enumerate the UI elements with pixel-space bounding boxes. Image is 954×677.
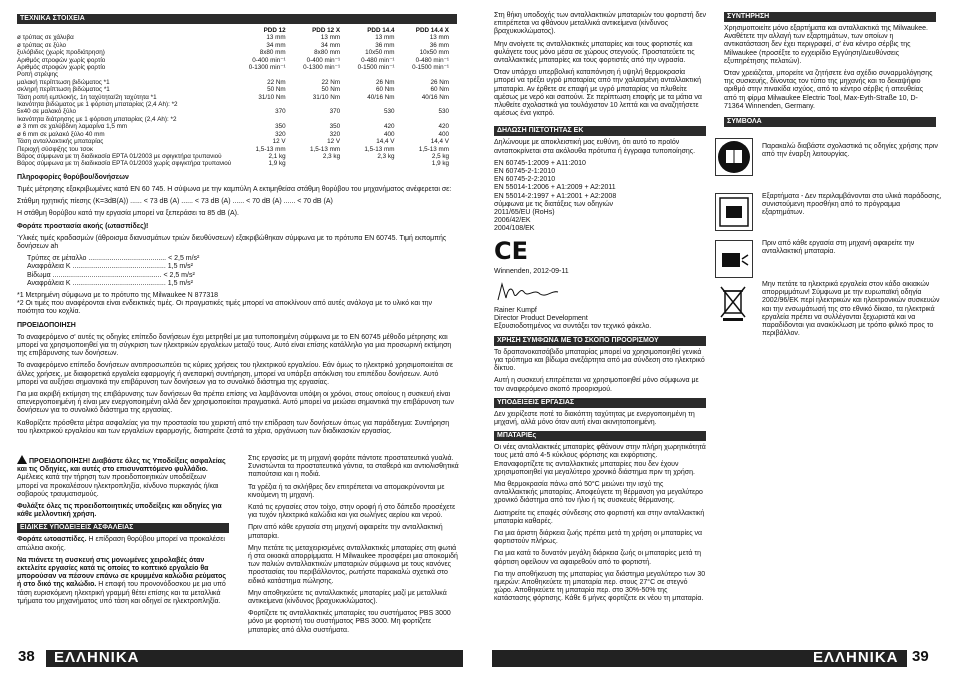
spec-value: 370 (329, 108, 341, 116)
spec-row (17, 123, 449, 130)
spec-label: Βάρος σύμφωνα με τη διαδικασία EPTA 01/2003 χωρίς σφιγκτήρα τρυπανιού (17, 160, 232, 168)
spec-label: Περιοχή σύσφιξης του τσοκ (17, 145, 94, 153)
spec-value: 0-1300 min⁻¹ (248, 64, 286, 72)
safety-column (17, 455, 229, 610)
page-number: 39 (912, 648, 929, 665)
spec-row (17, 108, 449, 115)
spec-value: 22 Nm (267, 78, 286, 86)
caution-bold: ΠΡΟΕΙΔΟΠΟΙΗΣΗ! Διαβάστε όλες τις Υποδείξεις ασφαλείας και τις Οδηγίες, και αυτές στο επισυναπτόμενο φυλλάδιο. (17, 458, 226, 474)
standard-item: σύμφωνα με τις διατάξεις των οδηγιών (494, 200, 614, 208)
spec-value: 22 Nm (321, 78, 341, 86)
spec-value (231, 101, 285, 108)
spec-value: 1,5-13 mm (418, 145, 449, 153)
model-1: PDD 12 (263, 27, 286, 34)
maintenance-paragraph: Όταν χρειάζεται, μπορείτε να ζητήσετε ένα σχέδιο συναρμολόγησης της συσκευής, δίνοντας τον τύπο της μηχανής και το δεκαψήφιο αριθμό στην πινακίδα ισχύος, από το κέντρο σέρβις ή απευθείας από τη φίρμα Milwaukee Electric Tool, Max-Eyth-Straße 10, D-71364 Winnenden, Germany. (724, 70, 933, 110)
spec-value: 2,5 kg (431, 152, 449, 160)
spec-row (17, 94, 449, 101)
warning-paragraph: Το αναφερόμενο σ' αυτές τις οδηγίες επίπεδο δονήσεων έχει μετρηθεί με μια τυποποιημένη σύμφωνα με το EN 60745 μέθοδο μέτρησης και μπορεί να χρησιμοποιηθεί για τη σύγκριση των ηλεκτρικών εργαλείων μεταξύ τους. Αυτό είναι επίσης κατάλληλο για μια προσωρινή εκτίμηση της επιβάρυνσης των δονήσεων. (17, 333, 452, 358)
right-column-2 (724, 12, 936, 130)
warning-title: ΠΡΟΕΙΔΟΠΟΙΗΣΗ (17, 321, 76, 329)
spec-value: 0-480 min⁻¹ (415, 56, 449, 64)
battery-paragraph: Διατηρείτε τις επαφές σύνδεσης στο φορτιστή και στην ανταλλακτική μπαταρία καθαρές. (494, 509, 705, 525)
model-2: PDD 12 X (312, 27, 341, 34)
standard-item: 2004/108/EK (494, 225, 535, 233)
spec-value (286, 101, 340, 108)
spec-row (17, 146, 449, 153)
spec-value: 31/10 Nm (312, 93, 341, 101)
battery-paragraph: Για την αποθήκευση της μπαταρίας για διάστημα μεγαλύτερο των 30 ημερών: Αποθηκεύετε τη μπαταρία περ. στους 27°C σε στεγνό χώρο. Αποθηκεύετε τη μπαταρία περ. στο 30%-50% της κατάστασης φόρτισης. Κάθε 6 μήνες φορτίζετε εκ νέου τη μπαταρία. (494, 570, 706, 603)
spec-value: 2,3 kg (377, 152, 395, 160)
spec-value: 36 mm (429, 41, 449, 49)
spec-row (17, 86, 449, 93)
footnote-2: *2 Οι τιμές που αναφέρονται είναι ενδεικτικές τιμές. Οι πραγματικές τιμές μπορεί να αποκλίνουν από αυτές ανάλογα με το υλικό και την ποιότητα του κοχλία. (17, 300, 433, 316)
vibration-list (27, 255, 457, 288)
spec-value (395, 71, 449, 78)
spec-value: 1,5-13 mm (364, 145, 395, 153)
spec-value: 370 (275, 108, 286, 116)
spec-label: ø τρύπας σε χάλυβα (17, 34, 74, 42)
spec-value: 60 Nm (375, 86, 395, 94)
standard-item: EN 60745-2-2:2010 (494, 176, 556, 184)
spec-value (340, 71, 394, 78)
middle-column (248, 455, 460, 639)
spec-label: σκληρή περίπτωση βιδώματος *1 (17, 86, 110, 94)
symbol-text-remove-battery: Πριν από κάθε εργασία στη μηχανή αφαιρείτε την ανταλλακτική μπαταρία. (762, 240, 915, 256)
spec-value (340, 160, 394, 167)
spec-value (231, 116, 285, 123)
spec-value (395, 101, 449, 108)
model-4: PDD 14.4 X (415, 27, 449, 34)
safety-text: Η επαφή του προνονόδοσκου με μια υπό τάση ευρισκόμενη ηλεκτρική γραμμή θέτει επίσης και τα μεταλλικά τμήματα του μηχανήματος υπό τάση και οδηγεί σε ηλεκτροπληξία. (17, 581, 226, 605)
spec-value: 40/16 Nm (421, 93, 449, 101)
symbols-header: ΣΥΜΒΟΛΑ (724, 117, 936, 127)
spec-value: 350 (275, 123, 286, 131)
spec-value: 8x80 mm (314, 49, 341, 57)
spec-value: 1,9 kg (431, 160, 449, 168)
caution-text: Αμέλειες κατά την τήρηση των προειδοποιητικών υποδείξεων μπορεί να προκαλέσουν ηλεκτροπληξία, κίνδυνο πυρκαγιάς ή/και σοβαρούς τραυματισμούς. (17, 474, 219, 498)
mid-paragraph: Μην πετάτε τις μεταχειρισμένες ανταλλακτικές μπαταρίες στη φωτιά ή στα οικιακά απορρίμματα. Η Milwaukee προσφέρει μια αποκομιδή των παλιών ανταλλακτικών μπαταριών σύμφωνα με τους κανόνες προστασίας του περιβάλλοντος, ρωτήστε παρακαλώ σχετικά στο ειδικό κατάστημα πώλησης. (248, 544, 458, 585)
spec-label: Βάρος σύμφωνα με τη διαδικασία EPTA 01/2003 με σφιγκτήρα τρυπανιού (17, 152, 222, 160)
ce-mark: CE (494, 236, 529, 265)
spec-label: 5x40 σε μαλακό ξύλο (17, 108, 76, 116)
spec-value: 0-1300 min⁻¹ (303, 64, 341, 72)
weee-bin-icon (715, 283, 753, 321)
spec-value: 10x50 mm (419, 49, 449, 57)
spec-value: 400 (438, 130, 449, 138)
mid-paragraph: Στις εργασίες με τη μηχανή φοράτε πάντοτε προστατευτικά γυαλιά. Συνιστώνται τα προστατευτικά γάντια, τα σταθερά και αντιολισθητικά παπούτσια και η ποδιά. (248, 455, 459, 479)
spec-label: Ροπή στρέψης (17, 71, 58, 79)
battery-paragraph: Οι νέες ανταλλακτικές μπαταρίες φθάνουν στην πλήρη χωρητικότητά τους μετά από 4-5 κύκλους φόρτισης και εκφόρτισης. Επαναφορτίζετε τις ανταλλακτικές μπαταρίες που δεν έχουν χρησιμοποιηθεί για μεγαλύτερο χρονικό διάστημα πριν τη χρήση. (494, 444, 706, 476)
spec-value: 60 Nm (430, 86, 449, 94)
noise-title: Πληροφορίες θορύβου/δονήσεων (17, 173, 129, 181)
mid-paragraph: Πριν από κάθε εργασία στη μηχανή αφαιρείτε την ανταλλακτική μπαταρία. (248, 524, 443, 540)
mid-paragraph: Φορτίζετε τις ανταλλακτικές μπαταρίες του συστήματος PBS 3000 μόνο με φορτιστή του συστήματος PBS 3000. Μη φορτίζετε μπαταρίες από άλλα συστήματα. (248, 610, 451, 634)
language-label: ΕΛΛΗΝΙΚΑ (813, 649, 899, 666)
spec-value: 12 V (272, 138, 286, 146)
spec-value: 530 (384, 108, 395, 116)
spec-row (17, 101, 449, 108)
spec-value: 40/16 Nm (367, 93, 395, 101)
symbol-text-accessory: Εξαρτήματα - Δεν περιλαμβάνονται στα υλικά παράδοσης, συνιστούμενη προσθήκη από το πρόγραμμα εξαρτημάτων. (762, 193, 942, 217)
maintenance-header: ΣΥΝΤΗΡΗΣΗ (724, 12, 936, 22)
spec-row (17, 131, 449, 138)
spec-value: 13 mm (266, 34, 286, 42)
spec-model-row (17, 27, 449, 34)
spec-value: 320 (329, 130, 341, 138)
spec-value: 13 mm (429, 34, 449, 42)
battery-paragraph: Μια θερμοκρασία πάνω από 50°C μειώνει την ισχύ της ανταλλακτικής μπαταρίας. Αποφεύγετε τη θέρμανση για μεγαλύτερο χρονικό διάστημα από τον ήλιο ή τις συσκευές θέρμανσης. (494, 480, 703, 505)
spec-value: 50 Nm (267, 86, 286, 94)
spec-label: Αριθμός στροφών χωρίς φορτίο (17, 56, 106, 64)
spec-value: 14,4 V (430, 138, 449, 146)
battery-header: ΜΠΑΤΑΡΙΕς (494, 431, 706, 441)
safety-bold: Να πιάνετε τη συσκευή στις μονωμένες χειρολαβές όταν εκτελείτε εργασίες κατά τις οποίες το κοπτικό εργαλείο θα μπορούσαν να πέσουν επάνω σε κρυμμένα καλώδια ρεύματος ή στο δικό της καλώδιο. (17, 556, 227, 589)
spec-value: 350 (329, 123, 341, 131)
standard-item: EN 60745-1:2009 + A11:2010 (494, 159, 586, 167)
vibration-row: Αναφράλεια K ................................................ 1,5 m/s² (27, 279, 194, 287)
spec-row (17, 160, 449, 167)
spec-value (286, 71, 340, 78)
spec-label: Ικανότητα διάτρησης με 1 φόρτιση μπαταρίας (2,4 Ah): *2 (17, 115, 177, 123)
spec-value: 2,3 kg (322, 152, 341, 160)
safety-header: ΕΙΔΙΚΕΣ ΥΠΟΔΕΙΞΕΙΣ ΑΣΦΑΛΕΙΑΣ (17, 523, 229, 533)
spec-value: 0-400 min⁻¹ (252, 56, 286, 64)
text-paragraph: Όταν υπάρχει υπερβολική καταπόνηση ή υψηλή θερμοκρασία μπορεί να τρέξει υγρό μπαταρίας από την χαλασμένη ανταλλακτική μπαταρία. Αν έρθετε σε επαφή με υγρό μπαταρίας να πλυθείτε αμέσως με νερό και σαπούνι. Σε περίπτωση επαφής με τα μάτια να πλυθείτε σχολαστικά για τουλάχιστον 10 λεπτά και να αναζητήσετε αμέσως ένα γιατρό. (494, 69, 702, 118)
signature-image (494, 280, 564, 304)
vibration-row: Τρύπες σε μέταλλο ........................................ < 2,5 m/s² (27, 255, 200, 263)
spec-label: ξυλόβιδες (χωρίς προδιάτρηση) (17, 49, 105, 57)
vibration-text: Ύλικές τιμές κραδασμών (άθροισμα διανυσμάτων τριών διευθύνσεων) εξακριβώθηκαν σύμφωνα με το πρότυπα EN 60745. Τιμή εκπομπής δονήσεων ah (17, 234, 447, 250)
mid-paragraph: Μην αποθηκεύετε τις ανταλλακτικές μπαταρίες μαζί με μεταλλικά αντικείμενα (κίνδυνος βραχυκυκλώματος). (248, 589, 447, 606)
standards-list (494, 160, 706, 234)
safety-bold: Φοράτε ωτοασπίδες. (17, 536, 87, 544)
spec-value: 34 mm (320, 41, 341, 49)
conformity-text: Δηλώνουμε με αποκλειστική μας ευθύνη, ότι αυτό το προϊόν ανταποκρίνεται στα ακόλουθα πρότυπα ή έγγραφα τυποποίησης. (494, 139, 696, 155)
spec-value: 13 mm (320, 34, 341, 42)
spec-value (340, 101, 394, 108)
safety-text: Η επίδραση θορύβου μπορεί να προκαλέσει απώλεια ακοής. (17, 536, 225, 552)
language-label: ΕΛΛΗΝΙΚΑ (54, 649, 140, 666)
spec-value: 530 (438, 108, 449, 116)
standard-item: EN 55014-1:2006 + A1:2009 + A2:2011 (494, 184, 616, 192)
spec-value: 0-1500 min⁻¹ (357, 64, 395, 72)
noise-row-1: Στάθμη ηχητικής πίεσης (K=3dB(A)) ...... < 73 dB (A) ...... < 73 dB (A) ...... < 70 dB (A) ...... < 70 dB (A) (17, 198, 333, 206)
model-3: PDD 14.4 (367, 27, 395, 34)
page-number: 38 (18, 648, 35, 665)
signer-name: Rainer Kumpf (494, 307, 537, 315)
standard-item: EN 55014-2:1997 + A1:2001 + A2:2008 (494, 192, 617, 200)
spec-value: 2,1 kg (268, 152, 286, 160)
read-manual-icon (715, 138, 753, 176)
spec-value: 10x50 mm (365, 49, 395, 57)
standard-item: 2011/65/EU (RoHs) (494, 209, 555, 217)
spec-value: 400 (384, 130, 395, 138)
spec-label: Αριθμός στροφών χωρίς φορτίο (17, 64, 106, 72)
spec-label: μαλακή περίπτωση βιδώματος *1 (17, 78, 110, 86)
spec-value: 13 mm (375, 34, 395, 42)
spec-label: Τάση ροπή εμπλοκής, 1η ταχύτητα/2η ταχύτητα *1 (17, 93, 157, 101)
mid-paragraph: Κατά τις εργασίες στον τοίχο, στην οροφή ή στο δάπεδο προσέχετε για τυχόν ηλεκτρικά καλώδια και για σωλήνες αερίου και νερού. (248, 504, 456, 520)
spec-label: Τάση ανταλλακτικής μπαταρίας (17, 138, 104, 146)
spec-column (17, 10, 457, 440)
spec-value (340, 116, 394, 123)
work-header: ΥΠΟΔΕΙΞΕΙΣ ΕΡΓΑΣΙΑΣ (494, 398, 706, 408)
spec-value (231, 71, 285, 78)
conformity-header: ΔΗΛΩΣΗ ΠΙΣΤΟΤΗΤΑΣ ΕΚ (494, 126, 706, 136)
spec-label: ø 6 mm σε μαλακό ξύλο 40 mm (17, 130, 105, 138)
caution-keep: Φυλάξτε όλες τις προειδοποιητικές υποδείξεις και οδηγίες για κάθε μελλοντική χρήση. (17, 503, 222, 519)
signer-note: Εξουσιοδοτημένος να συντάξει τον τεχνικό φάκελο. (494, 323, 652, 331)
use-paragraph: Το δραπανοκατσάβιδο μπαταρίας μπορεί να χρησιμοποιηθεί γενικά για τρύπημα και βίδωμα ανεξάρτητα από μια σύνδεση στο ηλεκτρικό δίκτυο. (494, 348, 705, 373)
spec-value (286, 160, 340, 167)
warning-paragraph: Καθορίζετε πρόσθετα μέτρα ασφαλείας για την προστασία του χειριστή από την επίδραση των δονήσεων όπως για παράδειγμα: Συντήρηση του ηλεκτρικού εργαλείου και των εργαλείων εφαρμογής, διατηρείτε ζεστά τα χέρια, οργάνωση των διαδικασιών εργασίας. (17, 419, 450, 435)
noise-warning: Φοράτε προστασία ακοής (ωτασπίδες)! (17, 222, 149, 230)
spec-value: 36 mm (375, 41, 395, 49)
noise-row-2: Η στάθμη θορύβου κατά την εργασία μπορεί να ξεπεράσει τα 85 dB (A). (17, 210, 239, 218)
noise-text: Τιμές μέτρησης εξακριβωμένες κατά EN 60 745. Η σύψωνα με την καμπύλη A εκτιμηθείσα στάθμη θορύβου του μηχανήματος ανέφερεται σε: (17, 185, 452, 193)
spec-value: 0-400 min⁻¹ (306, 56, 341, 64)
spec-row (17, 138, 449, 145)
spec-value: 12 V (327, 138, 341, 146)
footnote-1: *1 Μετρημένη σύμφωνα με το πρότυπο της Milwaukee N 877318 (17, 291, 219, 299)
spec-value: 26 Nm (430, 78, 449, 86)
use-header: ΧΡΗΣΗ ΣΥΜΦΩΝΑ ΜΕ ΤΟ ΣΚΟΠΟ ΠΡΟΟΡΙΣΜΟΥ (494, 336, 706, 346)
sign-place: Winnenden, 2012-09-11 (494, 267, 569, 275)
remove-battery-icon (715, 240, 753, 278)
use-paragraph: Αυτή η συσκευή επιτρέπεται να χρησιμοποιηθεί μόνο σύμφωνα με τον αναφερόμενο σκοπό προορισμού. (494, 377, 699, 393)
spec-header: ΤΕΧΝΙΚΑ ΣΤΟΙΧΕΙΑ (17, 14, 457, 24)
accessory-icon (715, 193, 753, 231)
spec-value: 420 (438, 123, 449, 131)
text-paragraph: Στη θήκη υποδοχής των ανταλλακτικών μπαταριών του φορτιστή δεν επιτρέπεται να φθάνουν μεταλλικά αντικείμενα (κίνδυνος βραχυκυκλώματος). (494, 12, 706, 36)
spec-value: 1,5-13 mm (309, 145, 341, 153)
spec-table (17, 27, 449, 168)
warning-paragraph: Το αναφερόμενο επίπεδο δονήσεων αντιπροσωπεύει τις κύριες χρήσεις του ηλεκτρικού εργαλείου. Εάν όμως το ηλεκτρικό χρησιμοποιείται σε άλλες χρήσεις, με διαφορετικά εργαλεία εφαρμογής ή ανεπαρκή συντήρηση, μπορεί να υπάρξει απόκλιση του επιπέδου δονήσεων. Αυτό μπορεί να αυξήσει σημαντικά την επιβάρυνση των δονήσεων για το συνολικό διάστημα της εργασίας. (17, 362, 454, 386)
maintenance-paragraph: Χρησιμοποιείτε μόνο εξαρτήματα και ανταλλακτικά της Milwaukee. Αναθέτετε την αλλαγή των εξαρτημάτων, των οποίων η αντικατάσταση δεν έχει περιγραφεί, σ' ένα κέντρο σέρβις της Milwaukee (προσέξτε το εγχειρίδιο Εγγύηση/Διευθύνσεις εξυπηρέτησης πελατών). (724, 25, 928, 65)
right-column-1 (494, 12, 706, 608)
standard-item: 2006/42/EK (494, 217, 531, 225)
vibration-row: Βίδωμα ........................................................ < 2,5 m/s² (27, 271, 195, 279)
spec-label: ø 3 mm σε χαλύβδινη λαμαρίνα 1,5 mm (17, 123, 128, 131)
symbol-text-read-manual: Παρακαλώ διαβάστε σχολαστικά τις οδηγίες χρήσης πριν από την έναρξη λειτουργίας. (762, 143, 938, 159)
battery-paragraph: Για μια κατά το δυνατόν μεγάλη διάρκεια ζωής οι μπαταρίες μετά τη φόρτιση οφείλουν να αφαιρεθούν από το φορτιστή. (494, 550, 702, 566)
spec-value: 1,5-13 mm (255, 145, 286, 153)
spec-value: 8x80 mm (259, 49, 286, 57)
spec-value: 31/10 Nm (258, 93, 286, 101)
right-page (477, 0, 954, 677)
spec-value: 320 (275, 130, 286, 138)
mid-paragraph: Τα γρέζια ή τα σκλήθρες δεν επιτρέπεται να απομακρύνονται με κινούμενη τη μηχανή. (248, 483, 445, 499)
symbol-text-weee: Μην πετάτε τα ηλεκτρικά εργαλεία στον κάδο οικιακών απορριμμάτων! Σύμφωνα με την ευρωπαϊκή οδηγία 2002/96/ΕΚ περί ηλεκτρικών και ηλεκτρονικών συσκευών και την ενσωμάτωσή της στο εθνικό δίκαιο, τα ηλεκτρικά εργαλεία πρέπει να συλλέγονται ξεχωριστά και να παραδίδονται για ανακύκλωση με τρόπο φιλικό προς το περιβάλλον. (762, 281, 940, 338)
spec-row (17, 57, 449, 64)
spec-row (17, 34, 449, 41)
work-paragraph: Δεν χειρίζεστε ποτέ το διακόπτη ταχύτητας με ενεργοποιημένη τη μηχανή, αλλά μόνο όταν αυτή είναι ακινητοποιημένη. (494, 410, 695, 426)
warning-triangle-icon (17, 455, 27, 464)
spec-label: ø τρύπας σε ξύλο (17, 41, 67, 49)
spec-value (286, 116, 340, 123)
spec-row (17, 49, 449, 56)
spec-value (395, 116, 449, 123)
spec-value: 420 (384, 123, 395, 131)
vibration-row: Αναφράλεια K ................................................ 1,5 m/s² (27, 263, 194, 271)
spec-value: 0-480 min⁻¹ (361, 56, 395, 64)
standard-item: EN 60745-2-1:2010 (494, 168, 556, 176)
spec-value: 1,9 kg (268, 160, 286, 168)
spec-value: 14,4 V (376, 138, 395, 146)
spec-value: 34 mm (266, 41, 286, 49)
spec-row (17, 64, 449, 71)
spec-value: 26 Nm (375, 78, 395, 86)
spec-value: 50 Nm (321, 86, 341, 94)
warning-paragraph: Για μια ακριβή εκτίμηση της επιβάρυνσης των δονήσεων θα πρέπει επίσης να λαμβάνονται υπόψη οι χρόνοι, στους οποίους η συσκευή είναι απενεργοποιημένη ή είναι μεν ενεργοποιημένη αλλά δεν χρησιμοποιείται πραγματικά. Αυτό μπορεί να μειώσει σημαντικά την επιβάρυνση των δονήσεων για το συνολικό διάστημα της εργασίας. (17, 390, 454, 415)
spec-label: Ικανότητα βιδώματος με 1 φόρτιση μπαταρίας (2,4 Ah): *2 (17, 101, 178, 109)
text-paragraph: Μην ανοίγετε τις ανταλλακτικές μπαταρίες και τους φορτιστές και φυλάγετε τους μόνο μέσα σε χώρους στεγνούς. Προστατεύετε τις ανταλλακτικές μπαταρίες και τους φορτιστές από την υγρασία. (494, 40, 695, 65)
spec-row (17, 71, 449, 78)
spec-value: 0-1500 min⁻¹ (412, 64, 449, 72)
signer-title: Director Product Development (494, 315, 588, 323)
battery-paragraph: Για μια άριστη διάρκεια ζωής πρέπει μετά τη χρήση οι μπαταρίες να φορτιστούν πλήρως. (494, 529, 703, 546)
